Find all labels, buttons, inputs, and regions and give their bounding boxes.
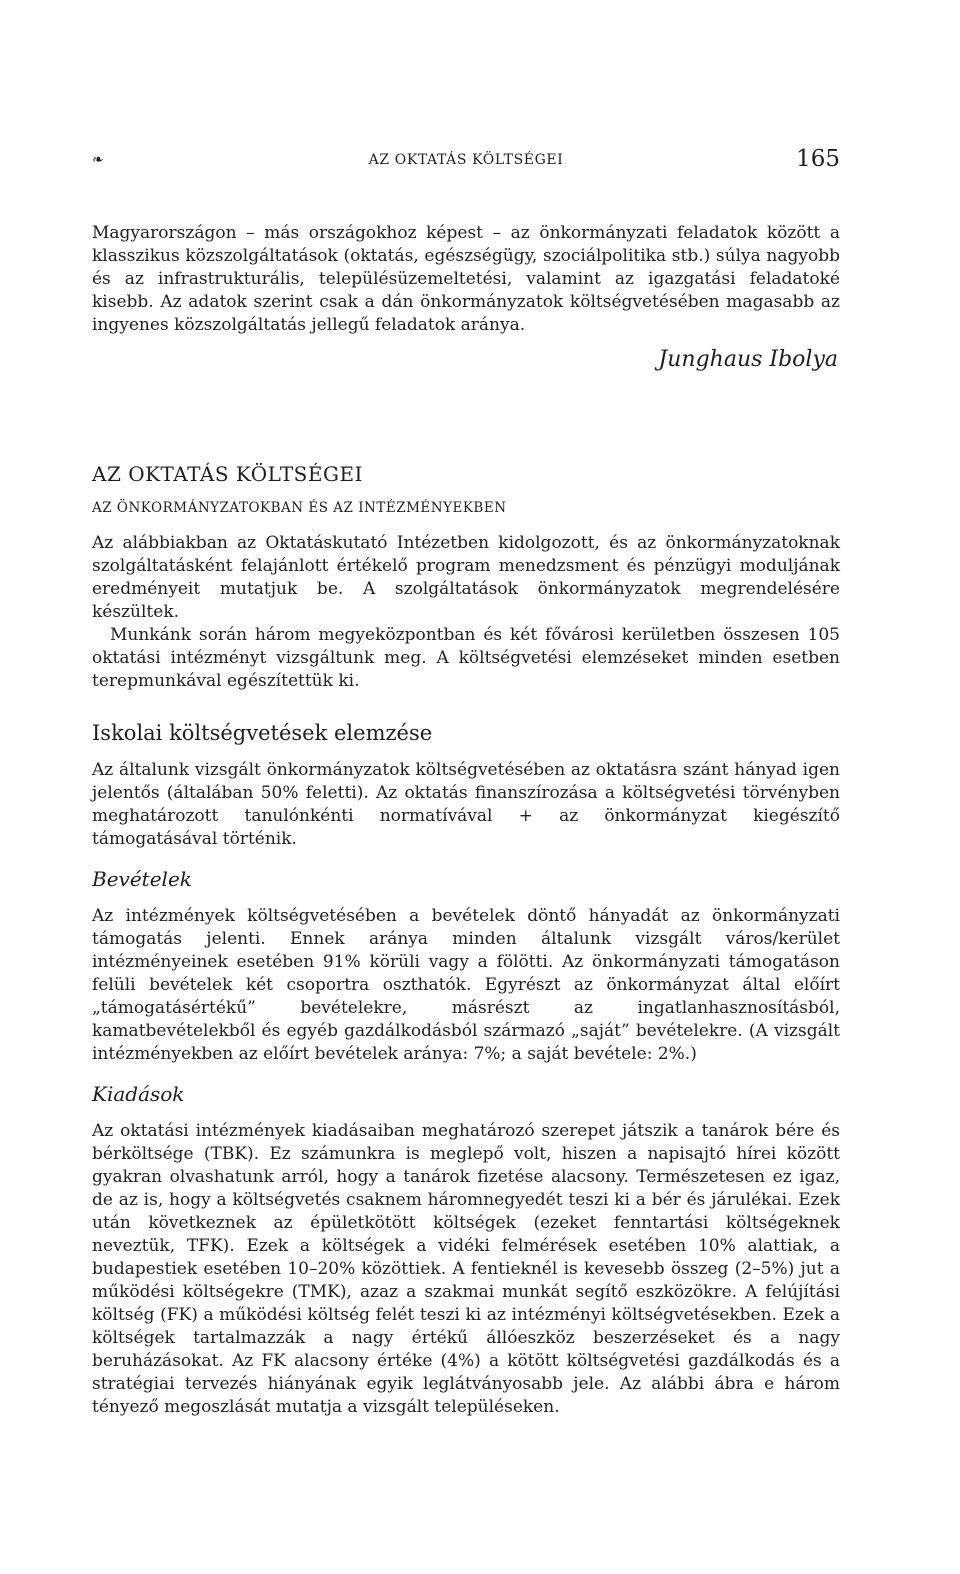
section-title: Iskolai költségvetések elemzése: [92, 721, 433, 745]
bevetelek-paragraph: Az intézmények költségvetésében a bevételek döntő hányadát az önkormányzati támogatás jelenti. Ennek aránya minden általunk vizsgált város/kerület intézményeinek esetében 91% körüli vagy a fölötti. Az önkormányzati támogatáson felüli bevételek két csoportra oszthatók. Egyrészt az önkormányzat által előírt „támogatásértékű” bevételekre, másrészt az ingatlanhasznosításból, kamatbevételekből és egyéb gazdálkodásból származó „saját” bevételekre. (A vizsgált intézményekben az előírt bevételek aránya: 7%; a saját bevétele: 2%.): [92, 906, 840, 1064]
bevetelek-heading: Bevételek: [92, 867, 192, 891]
author-signature: Junghaus Ibolya: [658, 347, 838, 372]
running-title: AZ OKTATÁS KÖLTSÉGEI: [368, 152, 564, 168]
ornament-icon: ❧: [92, 152, 104, 168]
running-header: [92, 146, 840, 180]
section-paragraph: Az általunk vizsgált önkormányzatok költségvetésében az oktatásra szánt hányad igen jelentős (általában 50% feletti). Az oktatás finanszírozása a költségvetési törvényben meghatározott tanulónkénti normatívával + az önkormányzat kiegészítő támogatásával történik.: [92, 760, 840, 849]
chapter-title: AZ OKTATÁS KÖLTSÉGEI: [92, 462, 363, 486]
page-number: 165: [796, 146, 840, 172]
intro-paragraph: Magyarországon – más országokhoz képest – az önkormányzati feladatok között a klasszikus közszolgáltatások (oktatás, egészségügy, szociálpolitika stb.) súlya nagyobb és az infrastrukturális, településüzemeltetési, valamint az igazgatási feladatoké kisebb. Az adatok szerint csak a dán önkormányzatok költségvetésében magasabb az ingyenes közszolgáltatás jellegű feladatok aránya.: [92, 223, 840, 335]
chapter-paragraph-1: Az alábbiakban az Oktatáskutató Intézetben kidolgozott, és az önkormányzatoknak szolgáltatásként felajánlott értékelő program menedzsment és pénzügyi moduljának eredményeit mutatjuk be. A szolgáltatások önkormányzatok megrendelésére készültek.: [92, 533, 840, 622]
kiadasok-paragraph: Az oktatási intézmények kiadásaiban meghatározó szerepet játszik a tanárok bére és bérköltsége (TBK). Ez számunkra is meglepő volt, hiszen a napisajtó hírei között gyakran olvashatunk arról, hogy a tanárok fizetése alacsony. Természetesen ez igaz, de az is, hogy a költségvetés csaknem háromnegyedét teszi ki a bér és járulékai. Ezek után következnek az épületkötött költségek (ezeket fenntartási költségeknek neveztük, TFK). Ezek a költségek a vidéki felmérések esetében 10% alattiak, a budapestiek esetében 10–20% közöttiek. A fentieknél is kevesebb összeg (2–5%) jut a működési költségekre (TMK), azaz a szakmai munkát segítő eszközökre. A felújítási költség (FK) a működési költség felét teszi ki az intézményi költségvetésekben. Ezek a költségek tartalmazzák a nagy értékű állóeszköz beszerzéseket és a nagy beruházásokat. Az FK alacsony értéke (4%) a kötött költségvetési gazdálkodás és a stratégiai tervezés hiányának egyik leglátványosabb jele. Az alábbi ábra e három tényező megoszlását mutatja a vizsgált településeken.: [92, 1121, 840, 1417]
chapter-subtitle: AZ ÖNKORMÁNYZATOKBAN ÉS AZ INTÉZMÉNYEKBEN: [92, 500, 507, 516]
page-content: [92, 222, 840, 1419]
kiadasok-heading: Kiadások: [92, 1082, 185, 1106]
chapter-paragraph-2: Munkánk során három megyeközpontban és két fővárosi kerületben összesen 105 oktatási intézményt vizsgáltunk meg. A költségvetési elemzéseket minden esetben terepmunkával egészítettük ki.: [92, 625, 840, 691]
